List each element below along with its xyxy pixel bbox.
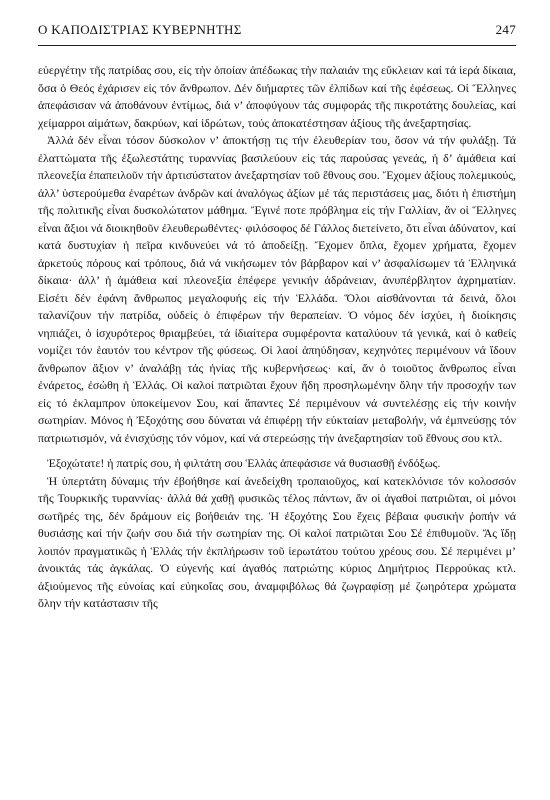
page-body <box>38 62 516 613</box>
running-title: Ο ΚΑΠΟΔΙΣΤΡΙΑΣ ΚΥΒΕΡΝΗΤΗΣ <box>38 22 242 37</box>
page-number: 247 <box>495 22 516 37</box>
paragraph: Ἡ ὑπερτάτη δύναμις τήν ἐβοήθησε καί ἀνεδείχθη τροπαιοῦχος, καί κατεκλόνισε τόν κολοσσόν τῆς Τουρκικῆς τυραννίας· ἀλλά θά χαθῇ φυσικῶς τέλος πάντων, ἄν οἱ ἀγαθοί πατριῶται, οἱ μόνοι σωτῆρές της, δέν δράμουν εἰς βοήθειάν της. Ἡ ἐξοχότης Σου ἔχεις βέβαια φυσικήν ῥοπήν νά θυσιάσῃς καί τήν ζωήν σου διά τήν σωτηρίαν της. Οἱ καλοί πατριῶται Σου Σέ ἐπιθυμοῦν. Ἄς ἴδῃ λοιπόν πραγματικῶς ἡ Ἑλλάς τήν ἐκπλήρωσιν τοῦ ἱερωτάτου τούτου χρέους σου. Σέ περιμένει μ’ ἀνοικτάς τάς ἀγκάλας. Ὁ εὐγενής καί ἀγαθός πατριώτης κύριος Δημήτριος Περρούκας κτλ. ἀξιούμενος τῆς εὐνοίας καί εὐηκοΐας σου, ἀναμφιβόλως θά ζωγραφίσῃ μέ ζωηρότερα χρώματα ὅλην τήν κατάστασιν τῆς <box>38 473 516 610</box>
book-page <box>38 20 516 613</box>
paragraph: Ἐξοχώτατε! ἡ πατρίς σου, ἡ φιλτάτη σου Ἑλλάς ἀπεφάσισε νά θυσιασθῇ ἐνδόξως. <box>47 456 441 470</box>
paragraph: Ἀλλά δέν εἶναι τόσον δύσκολον ν’ ἀποκτήσῃ τις τήν ἐλευθερίαν του, ὅσον νά τήν φυλάξῃ. Τά ἐλαττώματα τῆς ἐξωλεστάτης τυραννίας βασιλεύουν εἰς τάς παρούσας γενεάς, ἡ δ’ ἀμάθεια καί πλεονεξία ἐπαπειλοῦν τήν ἀρτισύστατον ἀνεξαρτησίαν τοῦ ἔθνους σου. Ἔχομεν ἀξίους πολεμικούς, ἀλλ’ ὑστερούμεθα ἐναρέτων ἀνδρῶν καί ἀναλόγως ἀξίων μέ τάς περιστάσεις μας, διότι ἡ ἐπιστήμη τῆς πολιτικῆς εἶναι δυσκολώτατον μάθημα. Ἔγινέ ποτε πρόβλημα εἰς τήν Γαλλίαν, ἄν οἱ Ἕλληνες εἶναι ἄξιοι νά διοικηθοῦν ἐλευθερωθέντες· φιλόσοφος δέ Γάλλος διετείνετο, ὅτι εἶναι ἀδύνατον, καί κατά δυστυχίαν ἡ πεῖρα κινδυνεύει νά τό ἀποδείξῃ. Ἔχομεν ὅπλα, ἔχομεν χρήματα, ἔχομεν ἀρκετούς πόρους καί τρόπους, διά νά νικήσωμεν τόν βάρβαρον καί ν’ ἀσφαλίσωμεν τά Ἑλληνικά δίκαια· ἀλλ’ ἡ ἀμάθεια καί πλεονεξία ἐπέφερε γενικήν ἀδράνειαν, ἀνυπέρβλητον ἀχρηματίαν. Εἰσέτι δέν ἐφάνη ἄνθρωπος μεγαλοφυής εἰς τήν Ἑλλάδα. Ὅλοι αἰσθάνονται τά δεινά, ὅλοι ταλανίζουν τήν πατρίδα, οὐδείς ὁ ἐπιφέρων τήν θεραπείαν. Ὁ νόμος δέν ἰσχύει, ἡ διοίκησις νηπιάζει, ὁ ἰσχυρότερος θριαμβεύει, τά ἰδιαίτερα συμφέροντα καταλύουν τά γενικά, καί ὁ καθείς νομίζει τόν ἑαυτόν του κέντρον τῆς φύσεως. Οἱ λαοί ἀπηύδησαν, κεχηνότες περιμένουν νά ἴδουν ἄνθρωπον ἄξιον ν’ ἀναλάβῃ τάς ἡνίας τῆς κυβερνήσεως· καί, ἄν ὁ τοιοῦτος ἄνθρωπος εἶναι ἐνάρετος, ἐσώθη ἡ Ἑλλάς. Οἱ καλοί πατριῶται ἔχουν ἤδη προσηλωμένην ὅλην τήν προσοχήν των εἰς τό ἐκλαμπρον ὑποκείμενον Σου, καί ἅπαντες Σέ περιμένουν νά συντελέσῃς εἰς τήν κοινήν σωτηρίαν. Μόνος ἡ Ἐξοχότης σου δύναται νά ἐπιφέρῃ τήν εὐκταίαν μεταβολήν, νά ἐμπνεύσῃς τόν πατριωτισμόν, νά ἐνισχύσῃς τόν νόμον, καί νά στερεώσῃς τήν ἀνεξαρτησίαν τοῦ ἔθνους σου κτλ. <box>38 133 516 445</box>
paragraph-continued: εὐεργέτην τῆς πατρίδας σου, εἰς τὴν ὁποίαν ἀπέδωκας τὴν παλαιάν της εὔκλειαν καί τά ἱερά δίκαια, ὅσα ὁ Θεός ἐχάρισεν εἰς τόν ἄνθρωπον. Δέν διήμαρτες τῶν ἐλπίδων καί τῆς ἐφέσεως. Οἱ Ἕλληνες ἀπεφάσισαν νά ἀποθάνουν ἐντίμως, διά ν’ ἀποφύγουν τάς συμφοράς τῆς πικροτάτης δουλείας, καί χείμαρροι αἱμάτων, δακρύων, καί ἱδρώτων, τούς ἀποκατέστησαν ἀξίους τῆς ἀνεξαρτησίας. <box>38 63 516 130</box>
page-header <box>38 20 516 46</box>
